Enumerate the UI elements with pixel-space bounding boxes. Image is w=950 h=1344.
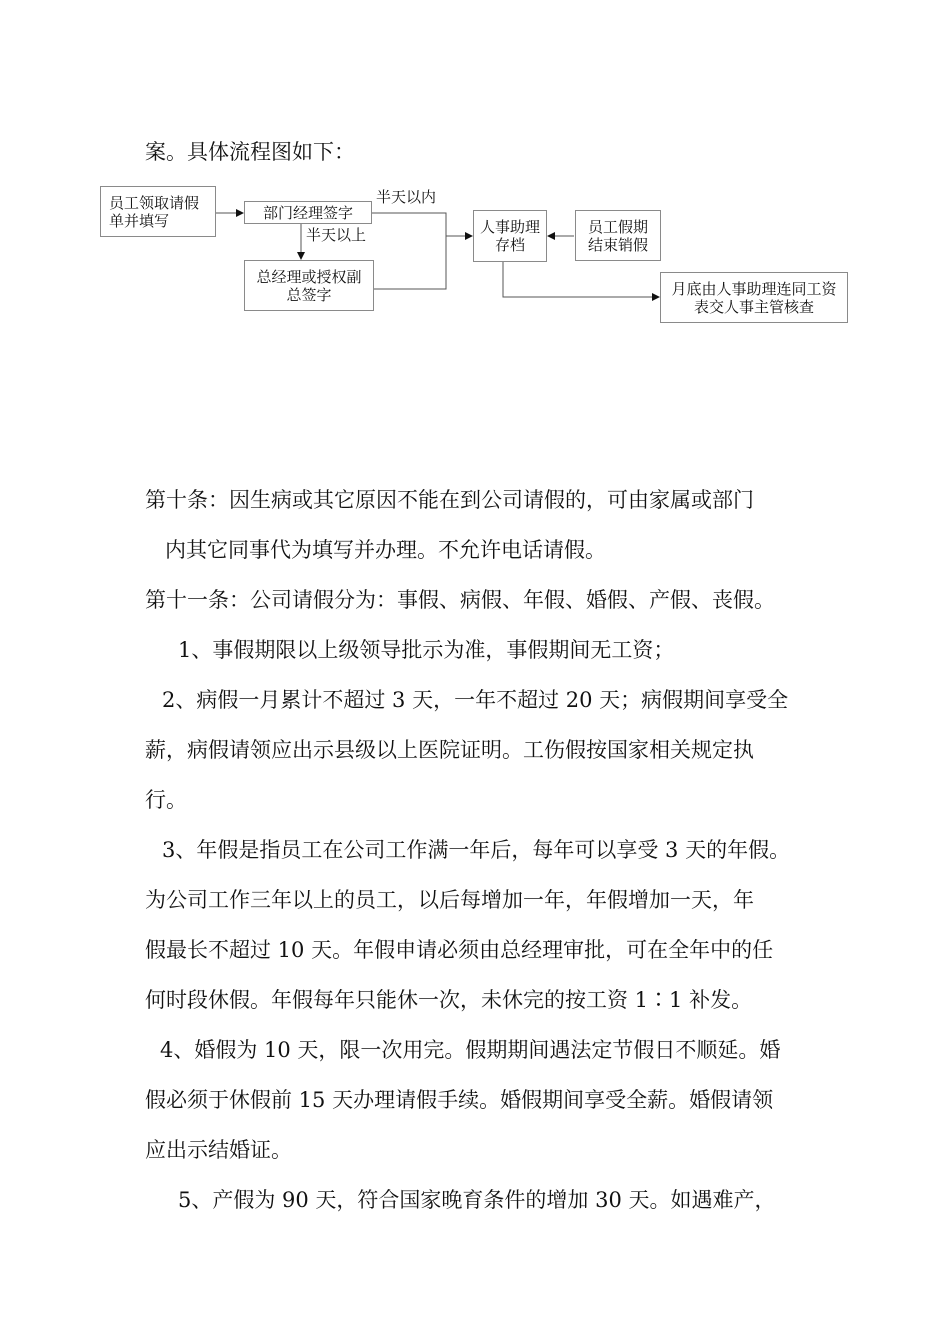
intro-text: 案。具体流程图如下： xyxy=(145,140,355,164)
line-box3-join xyxy=(374,236,446,289)
flow-box-leave-end: 员工假期结束销假 xyxy=(575,210,661,261)
flow-box-dept-manager-sign: 部门经理签字 xyxy=(244,201,372,224)
line-article-10-b: 内其它同事代为填写并办理。不允许电话请假。 xyxy=(165,538,606,562)
line-marriage-leave-a: 4、婚假为 10 天，限一次用完。假期期间遇法定节假日不顺延。婚 xyxy=(160,1038,781,1062)
line-marriage-leave-b: 假必须于休假前 15 天办理请假手续。婚假期间享受全薪。婚假请领 xyxy=(145,1088,774,1112)
flow-box-hr-archive: 人事助理存档 xyxy=(473,210,547,262)
flow-box-monthly-review: 月底由人事助理连同工资表交人事主管核查 xyxy=(660,272,848,323)
line-sick-leave-b: 薪，病假请领应出示县级以上医院证明。工伤假按国家相关规定执 xyxy=(145,738,754,762)
label-half-day-above: 半天以上 xyxy=(306,226,367,244)
flow-box-gm-sign: 总经理或授权副总签字 xyxy=(244,260,374,311)
line-sick-leave-c: 行。 xyxy=(145,788,187,812)
label-half-day-within: 半天以内 xyxy=(376,188,437,206)
line-marriage-leave-c: 应出示结婚证。 xyxy=(145,1138,292,1162)
flow-box-employee-fill-form: 员工领取请假单并填写 xyxy=(100,186,216,237)
line-box4-box6 xyxy=(503,261,659,297)
line-maternity-leave: 5、产假为 90 天，符合国家晚育条件的增加 30 天。如遇难产， xyxy=(178,1188,776,1212)
line-article-10-a: 第十条：因生病或其它原因不能在到公司请假的，可由家属或部门 xyxy=(145,488,754,512)
line-box2-box4 xyxy=(372,213,446,236)
line-personal-leave: 1、事假期限以上级领导批示为准，事假期间无工资； xyxy=(178,638,675,662)
line-annual-leave-b: 为公司工作三年以上的员工，以后每增加一年，年假增加一天，年 xyxy=(145,888,754,912)
line-article-11: 第十一条：公司请假分为：事假、病假、年假、婚假、产假、丧假。 xyxy=(145,588,775,612)
line-annual-leave-d: 何时段休假。年假每年只能休一次，未休完的按工资 1∶1 补发。 xyxy=(145,988,753,1012)
line-annual-leave-a: 3、年假是指员工在公司工作满一年后，每年可以享受 3 天的年假。 xyxy=(162,838,791,862)
line-annual-leave-c: 假最长不超过 10 天。年假申请必须由总经理审批，可在全年中的任 xyxy=(145,938,774,962)
line-sick-leave-a: 2、病假一月累计不超过 3 天，一年不超过 20 天；病假期间享受全 xyxy=(162,688,789,712)
